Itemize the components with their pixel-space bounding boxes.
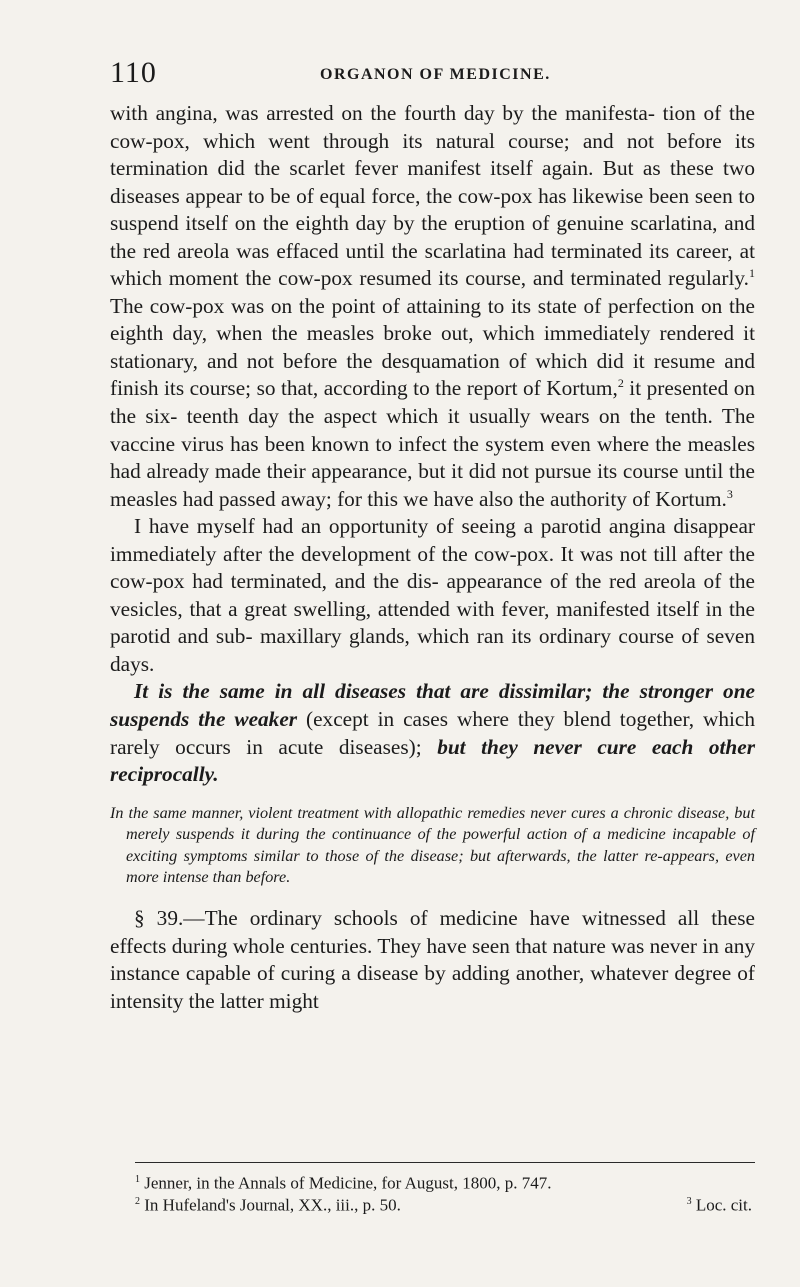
- footnote-2-text: In Hufeland's Journal, XX., iii., p. 50.: [144, 1195, 401, 1215]
- paragraph-2: I have myself had an opportunity of seeing a parotid angina disappear immediately after the development of the cow-pox. It was not till after the cow-pox had terminated, and the dis- appearance of the red areola of the vesicles, that a great swelling, attended with fever, manifested itself in the parotid and sub- maxillary glands, which ran its ordinary course of seven days.: [110, 514, 755, 676]
- footnote-divider: [135, 1162, 755, 1163]
- page-number: 110: [110, 56, 157, 89]
- footnote-3: [687, 1191, 752, 1217]
- page-header: [110, 56, 750, 96]
- paragraph-3-emphasis-a: It is the same in all diseases that are dissimilar; the stronger one suspends the weaker: [110, 679, 755, 732]
- footnote-1-text: Jenner, in the Annals of Medicine, for August, 1800, p. 747.: [144, 1173, 552, 1193]
- paragraph-3-middle: (except in cases where they blend together, which rarely occurs in acute diseases);: [110, 707, 755, 759]
- paragraph-1: [110, 100, 755, 513]
- main-text: [110, 100, 755, 1015]
- footnote-3-mark: 3: [686, 1196, 692, 1207]
- footnote-2: [135, 1191, 760, 1213]
- paragraph-1-part-a: with angina, was arrested on the fourth day by the manifesta- tion of the cow-pox, which went through its natural course; and not before its termination did the scarlet fever manifest itself again. But as these two diseases appear to be of equal force, the cow-pox has likewise been seen to suspend itself on the eighth day by the eruption of genuine scarlatina, and the red areola was effaced until the scarlatina had terminated its career, at which moment the cow-pox resumed its course, and terminated regularly.: [110, 101, 755, 291]
- footnote-1-mark: 1: [135, 1174, 140, 1185]
- footnote-2-mark: 2: [135, 1196, 140, 1207]
- paragraph-3: [110, 678, 755, 788]
- section-39-paragraph: § 39.—The ordinary schools of medicine have witnessed all these effects during whole centuries. They have seen that nature was never in any instance capable of curing a disease by adding another, whatever degree of intensity the latter might: [110, 906, 755, 1013]
- footnote-3-text: Loc. cit.: [695, 1195, 752, 1215]
- footnote-ref-3: 3: [726, 486, 733, 501]
- paragraph-1-part-c: it presented on the six- teenth day the aspect which it usually wears on the tenth. The vaccine virus has been known to infect the system even where the measles had already made their appearance, but it did not pursue its course until the measles had passed away; for this we have also the authority of Kortum.: [110, 376, 755, 511]
- paragraph-3-emphasis-b: but they never cure each other reciprocally.: [110, 734, 755, 787]
- footnote-1: [135, 1169, 760, 1191]
- footnote-ref-1: 1: [749, 266, 755, 281]
- footnote-ref-2: 2: [617, 376, 624, 391]
- footnotes: [135, 1169, 760, 1213]
- running-title: ORGANON OF MEDICINE.: [320, 66, 551, 83]
- paragraph-1-part-b: The cow-pox was on the point of attaining to its state of perfection on the eighth day, when the measles broke out, which immediately rendered it stationary, and not before the desquamation of which did it resume and finish its course; so that, according to the report of Kortum,: [110, 293, 755, 401]
- italic-note: In the same manner, violent treatment with allopathic remedies never cures a chronic disease, but merely suspends it during the continuance of the powerful action of a medicine incapable of exciting symptoms similar to those of the disease; but afterwards, the latter re-appears, even more intense than before.: [110, 803, 755, 887]
